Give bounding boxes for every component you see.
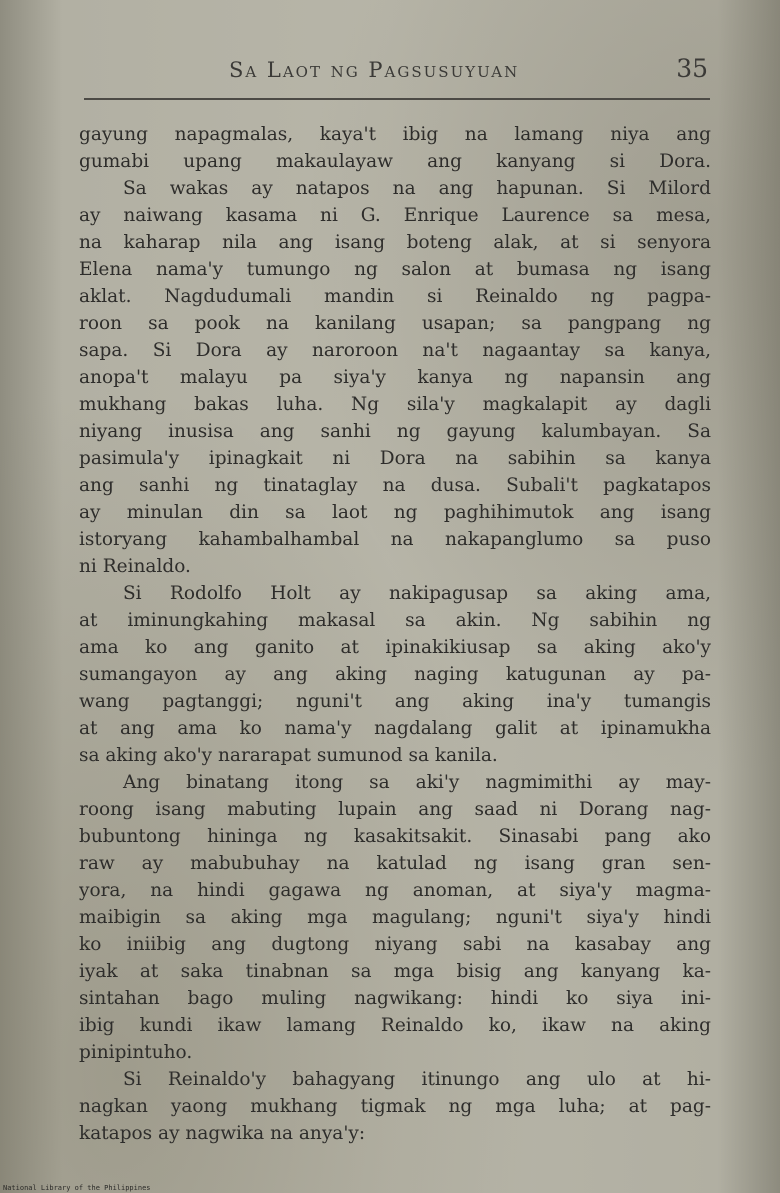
text-line: anopa't malayu pa siya'y kanya ng napansin ang [79, 367, 711, 388]
text-line: sumangayon ay ang aking naging katugunan ay pa- [79, 664, 711, 685]
text-line: yora, na hindi gagawa ng anoman, at siya'y magma- [79, 880, 711, 901]
text-line: Ang binatang itong sa aki'y nagmimithi ay may- [123, 772, 711, 793]
page-header [84, 52, 710, 94]
text-line: Elena nama'y tumungo ng salon at bumasa ng isang [79, 259, 711, 280]
text-line: ay minulan din sa laot ng paghihimutok ang isang [79, 502, 711, 523]
running-title: Sa Laot ng Pagsusuyuan [229, 58, 520, 82]
text-line: at iminungkahing makasal sa akin. Ng sabihin ng [79, 610, 711, 631]
header-rule [84, 98, 710, 100]
text-line: ay naiwang kasama ni G. Enrique Laurence sa mesa, [79, 205, 711, 226]
text-line: roon sa pook na kanilang usapan; sa pangpang ng [79, 313, 711, 334]
text-line: ang sanhi ng tinataglay na dusa. Subali't pagkatapos [79, 475, 711, 496]
text-line: at ang ama ko nama'y nagdalang galit at ipinamukha [79, 718, 711, 739]
text-line: niyang inusisa ang sanhi ng gayung kalumbayan. Sa [79, 421, 711, 442]
page-number: 35 [676, 54, 708, 83]
text-line: istoryang kahambalhambal na nakapanglumo sa puso [79, 529, 711, 550]
text-line: sapa. Si Dora ay naroroon na't nagaantay sa kanya, [79, 340, 711, 361]
text-line: roong isang mabuting lupain ang saad ni Dorang nag- [79, 799, 711, 820]
text-line: mukhang bakas luha. Ng sila'y magkalapit ay dagli [79, 394, 711, 415]
text-line: sa aking ako'y nararapat sumunod sa kanila. [79, 745, 498, 766]
text-line: nagkan yaong mukhang tigmak ng mga luha; at pag- [79, 1096, 711, 1117]
text-line: na kaharap nila ang isang boteng alak, at si senyora [79, 232, 711, 253]
text-line: katapos ay nagwika na anya'y: [79, 1123, 366, 1144]
text-line: pinipintuho. [79, 1042, 193, 1063]
text-line: wang pagtanggi; nguni't ang aking ina'y tumangis [79, 691, 711, 712]
text-line: Si Reinaldo'y bahagyang itinungo ang ulo at hi- [123, 1069, 711, 1090]
text-line: raw ay mabubuhay na katulad ng isang gran sen- [79, 853, 711, 874]
body-text [79, 121, 711, 1147]
text-line: ko iniibig ang dugtong niyang sabi na kasabay ang [79, 934, 711, 955]
text-line: ni Reinaldo. [79, 556, 191, 577]
text-line: ibig kundi ikaw lamang Reinaldo ko, ikaw na aking [79, 1015, 711, 1036]
text-line: sintahan bago muling nagwikang: hindi ko siya ini- [79, 988, 711, 1009]
text-line: Sa wakas ay natapos na ang hapunan. Si Milord [123, 178, 711, 199]
text-line: bubuntong hininga ng kasakitsakit. Sinasabi pang ako [79, 826, 711, 847]
text-line: gayung napagmalas, kaya't ibig na lamang niya ang [79, 124, 711, 145]
text-line: gumabi upang makaulayaw ang kanyang si Dora. [79, 151, 711, 172]
text-line: maibigin sa aking mga magulang; nguni't siya'y hindi [79, 907, 711, 928]
text-line: ama ko ang ganito at ipinakikiusap sa aking ako'y [79, 637, 711, 658]
library-credit: National Library of the Philippines [3, 1184, 151, 1192]
text-line: aklat. Nagdudumali mandin si Reinaldo ng pagpa- [79, 286, 711, 307]
text-line: pasimula'y ipinagkait ni Dora na sabihin sa kanya [79, 448, 711, 469]
text-line: Si Rodolfo Holt ay nakipagusap sa aking ama, [123, 583, 711, 604]
text-line: iyak at saka tinabnan sa mga bisig ang kanyang ka- [79, 961, 711, 982]
